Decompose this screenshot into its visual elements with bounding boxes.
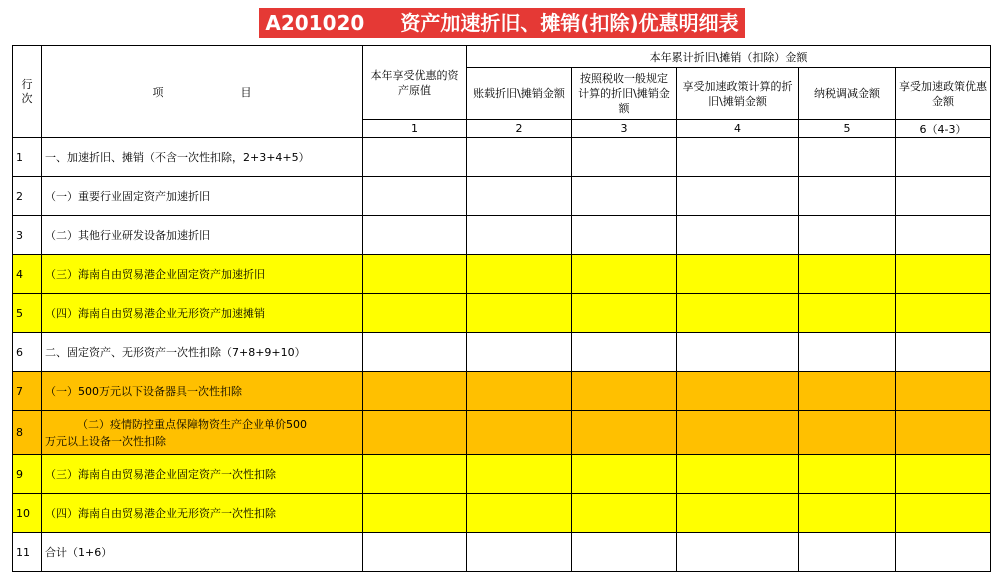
cell-col6[interactable] xyxy=(896,177,991,216)
header-item: 项 目 xyxy=(42,46,363,138)
row-label: （三）海南自由贸易港企业固定资产一次性扣除 xyxy=(42,455,363,494)
table-row xyxy=(13,533,991,572)
cell-col2[interactable] xyxy=(467,455,572,494)
cell-col3[interactable] xyxy=(572,177,677,216)
header-col5: 纳税调减金额 xyxy=(799,68,896,120)
cell-col2[interactable] xyxy=(467,255,572,294)
cell-col2[interactable] xyxy=(467,533,572,572)
cell-col6[interactable] xyxy=(896,372,991,411)
col-num-4: 4 xyxy=(677,120,799,138)
cell-col4[interactable] xyxy=(677,255,799,294)
header-col3: 按照税收一般规定计算的折旧\摊销金额 xyxy=(572,68,677,120)
cell-col4[interactable] xyxy=(677,333,799,372)
row-number: 2 xyxy=(13,177,42,216)
row-label: 一、加速折旧、摊销（不含一次性扣除，2+3+4+5） xyxy=(42,138,363,177)
cell-col3[interactable] xyxy=(572,372,677,411)
header-group: 本年累计折旧\摊销（扣除）金额 xyxy=(467,46,991,68)
cell-col6[interactable] xyxy=(896,494,991,533)
cell-col4[interactable] xyxy=(677,372,799,411)
cell-col3[interactable] xyxy=(572,333,677,372)
table-row xyxy=(13,216,991,255)
form-code: A201020 xyxy=(265,11,365,35)
row-label: （二）其他行业研发设备加速折旧 xyxy=(42,216,363,255)
table-row xyxy=(13,138,991,177)
cell-col3[interactable] xyxy=(572,138,677,177)
cell-col5[interactable] xyxy=(799,494,896,533)
cell-col2[interactable] xyxy=(467,333,572,372)
row-number: 7 xyxy=(13,372,42,411)
form-title-area xyxy=(0,8,1004,38)
header-row-no: 行次 xyxy=(13,46,42,138)
table-row xyxy=(13,177,991,216)
cell-col3[interactable] xyxy=(572,255,677,294)
col-num-2: 2 xyxy=(467,120,572,138)
cell-col4[interactable] xyxy=(677,138,799,177)
cell-col2[interactable] xyxy=(467,138,572,177)
cell-col1[interactable] xyxy=(363,372,467,411)
cell-col1[interactable] xyxy=(363,411,467,455)
cell-col6[interactable] xyxy=(896,255,991,294)
cell-col6[interactable] xyxy=(896,533,991,572)
col-num-6: 6（4-3） xyxy=(896,120,991,138)
cell-col1[interactable] xyxy=(363,255,467,294)
cell-col5[interactable] xyxy=(799,333,896,372)
row-number: 3 xyxy=(13,216,42,255)
cell-col3[interactable] xyxy=(572,494,677,533)
cell-col6[interactable] xyxy=(896,294,991,333)
table-row xyxy=(13,455,991,494)
cell-col2[interactable] xyxy=(467,216,572,255)
row-number: 8 xyxy=(13,411,42,455)
cell-col3[interactable] xyxy=(572,216,677,255)
cell-col5[interactable] xyxy=(799,138,896,177)
cell-col5[interactable] xyxy=(799,372,896,411)
cell-col2[interactable] xyxy=(467,177,572,216)
cell-col1[interactable] xyxy=(363,494,467,533)
table-row xyxy=(13,294,991,333)
col-num-1: 1 xyxy=(363,120,467,138)
cell-col6[interactable] xyxy=(896,216,991,255)
cell-col1[interactable] xyxy=(363,533,467,572)
col-num-5: 5 xyxy=(799,120,896,138)
cell-col1[interactable] xyxy=(363,455,467,494)
form-title xyxy=(259,8,744,38)
header-col4: 享受加速政策计算的折旧\摊销金额 xyxy=(677,68,799,120)
cell-col5[interactable] xyxy=(799,455,896,494)
cell-col4[interactable] xyxy=(677,294,799,333)
row-label: （一）500万元以下设备器具一次性扣除 xyxy=(42,372,363,411)
header-col2: 账载折旧\摊销金额 xyxy=(467,68,572,120)
row-number: 9 xyxy=(13,455,42,494)
cell-col2[interactable] xyxy=(467,494,572,533)
cell-col5[interactable] xyxy=(799,255,896,294)
row-label: （三）海南自由贸易港企业固定资产加速折旧 xyxy=(42,255,363,294)
row-number: 1 xyxy=(13,138,42,177)
cell-col3[interactable] xyxy=(572,455,677,494)
cell-col3[interactable] xyxy=(572,294,677,333)
cell-col4[interactable] xyxy=(677,216,799,255)
cell-col1[interactable] xyxy=(363,177,467,216)
row-label: 合计（1+6） xyxy=(42,533,363,572)
cell-col1[interactable] xyxy=(363,138,467,177)
cell-col2[interactable] xyxy=(467,372,572,411)
cell-col6[interactable] xyxy=(896,138,991,177)
col-num-3: 3 xyxy=(572,120,677,138)
header-col1: 本年享受优惠的资产原值 xyxy=(363,46,467,120)
row-label: （一）重要行业固定资产加速折旧 xyxy=(42,177,363,216)
row-number: 5 xyxy=(13,294,42,333)
cell-col5[interactable] xyxy=(799,177,896,216)
form-name: 资产加速折旧、摊销(扣除)优惠明细表 xyxy=(400,11,739,35)
cell-col6[interactable] xyxy=(896,411,991,455)
cell-col5[interactable] xyxy=(799,216,896,255)
cell-col5[interactable] xyxy=(799,411,896,455)
cell-col1[interactable] xyxy=(363,333,467,372)
table-row xyxy=(13,411,991,455)
table-row xyxy=(13,494,991,533)
cell-col6[interactable] xyxy=(896,455,991,494)
row-label: （四）海南自由贸易港企业无形资产一次性扣除 xyxy=(42,494,363,533)
cell-col5[interactable] xyxy=(799,294,896,333)
row-number: 4 xyxy=(13,255,42,294)
cell-col4[interactable] xyxy=(677,177,799,216)
cell-col1[interactable] xyxy=(363,294,467,333)
cell-col4[interactable] xyxy=(677,411,799,455)
detail-table xyxy=(12,45,991,572)
cell-col3[interactable] xyxy=(572,411,677,455)
table-row xyxy=(13,333,991,372)
cell-col3[interactable] xyxy=(572,533,677,572)
row-label: 二、固定资产、无形资产一次性扣除（7+8+9+10） xyxy=(42,333,363,372)
cell-col4[interactable] xyxy=(677,455,799,494)
cell-col4[interactable] xyxy=(677,494,799,533)
cell-col2[interactable] xyxy=(467,411,572,455)
cell-col4[interactable] xyxy=(677,533,799,572)
table-row xyxy=(13,372,991,411)
cell-col6[interactable] xyxy=(896,333,991,372)
row-label: （二）疫情防控重点保障物资生产企业单价500 万元以上设备一次性扣除 xyxy=(42,411,363,455)
row-label: （四）海南自由贸易港企业无形资产加速摊销 xyxy=(42,294,363,333)
header-col6: 享受加速政策优惠金额 xyxy=(896,68,991,120)
cell-col2[interactable] xyxy=(467,294,572,333)
table-row xyxy=(13,255,991,294)
cell-col5[interactable] xyxy=(799,533,896,572)
row-number: 10 xyxy=(13,494,42,533)
cell-col1[interactable] xyxy=(363,216,467,255)
row-number: 11 xyxy=(13,533,42,572)
row-number: 6 xyxy=(13,333,42,372)
